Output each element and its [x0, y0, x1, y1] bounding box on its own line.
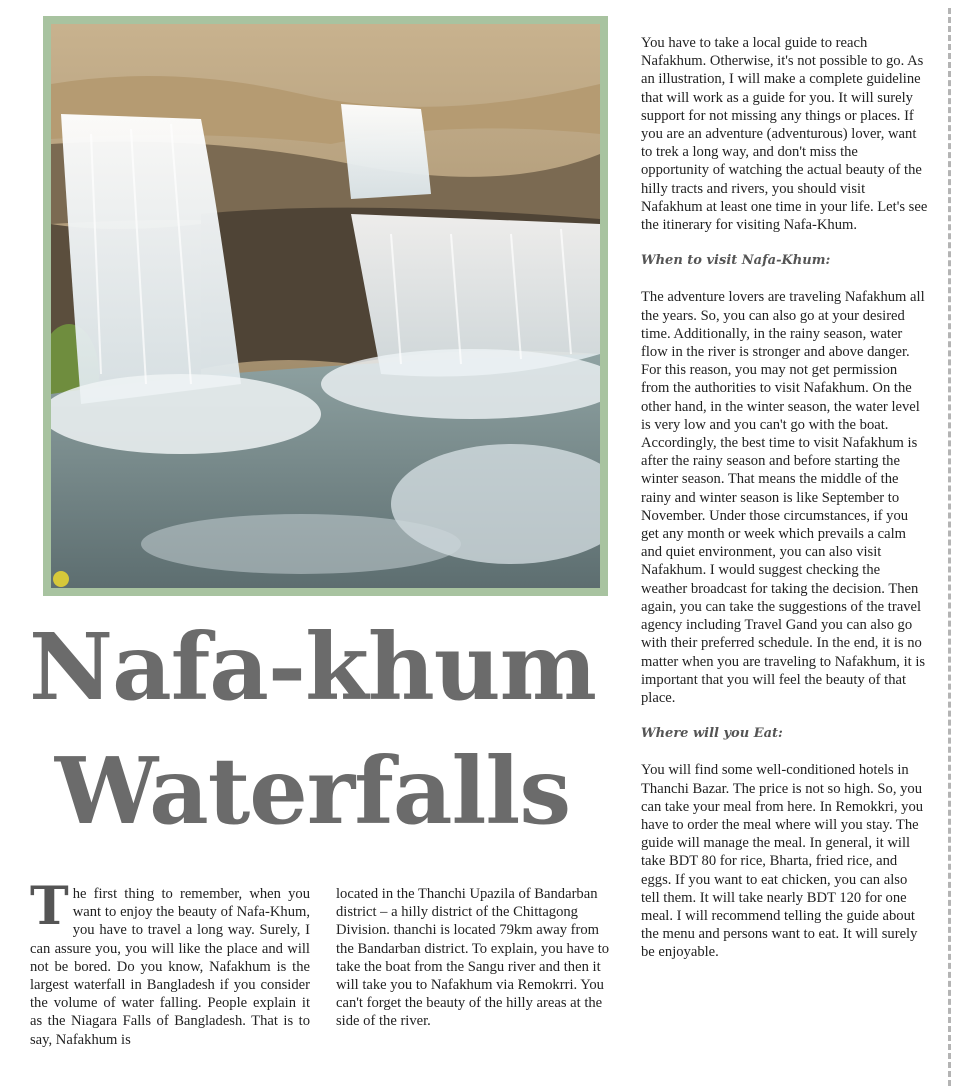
headline-line-1: Nafa-khum — [29, 613, 596, 721]
article-headline — [0, 605, 625, 853]
photo-frame — [43, 16, 608, 596]
column-divider — [948, 8, 951, 1086]
intro-continued-paragraph: located in the Thanchi Upazila of Bandarban district – a hilly district of the Chittagong Division. thanchi is located 79km away from the Bandarban district. To explain, you have to take the boat from the Sangu river and then it will take you to Nafakhum via Remokrri. You can't forget the beauty of the hilly areas at the side of the river. — [336, 886, 610, 1030]
where-to-eat-paragraph: You will find some well-conditioned hotels in Thanchi Bazar. The price is not so high. So, you can take your meal from here. In Remokkri, you have to order the meal where will you stay. The guide will manage the meal. In general, it will take BDT 80 for rice, Bharta, fried rice, and eggs. If you want to eat chicken, you can also tell them. It will take nearly BDT 120 for one meal. I will recommend telling the guide about the menu and persons want to eat. It will surely be enjoyable. — [641, 762, 924, 961]
where-to-eat-heading: Where will you Eat: — [641, 726, 783, 742]
intro-paragraph: he first thing to remember, when you want to enjoy the beauty of Nafa-Khum, you have to travel a long way. Surely, I can assure you, you will like the place and will not be bored. Do you know, Nafakhum is the largest waterfall in Bangladesh if you consider the volume of water falling. People explain it as the Niagara Falls of Bangladesh. That is to say, Nafakhum is — [30, 886, 310, 1048]
guide-paragraph: You have to take a local guide to reach Nafakhum. Otherwise, it's not possible to go. As an illustration, I will make a complete guideline that will work as a guide for you. It will surely support for not missing any things or places. If you are an adventure (adventurous) lover, want to trek a long way, and don't miss the opportunity of watching the actual beauty of the hilly tracts and rivers, you should visit Nafakhum at least one time in your life. Let's see the itinerary for visiting Nafa-Khum. — [641, 35, 928, 234]
waterfall-photo — [51, 24, 600, 588]
when-to-visit-paragraph: The adventure lovers are traveling Nafakhum all the years. So, you can also go at your desired time. Additionally, in the rainy season, water flow in the river is stronger and above danger. For this reason, you may not get permission from the authorities to visit Nafakhum. On the other hand, in the winter season, the water level is very low and you can't go with the boat. Accordingly, the best time to visit Nafakhum is after the rainy season and before starting the winter season. That means the middle of the rainy and winter season is like September to November. Under those circumstances, if you get any month or week which prevails a calm and quiet environment, you can also visit Nafakhum. I would suggest checking the weather broadcast for taking the decision. Then again, you can take the suggestions of the travel agency including Travel Gand you can also go with their preferred schedule. In the end, it is no matter when you are traveling to Nafakhum, it is important that you will feel the beauty of that place. — [641, 289, 926, 706]
intro-column-left — [30, 876, 310, 1049]
right-column — [641, 34, 929, 980]
intro-column-middle — [336, 885, 612, 1031]
drop-cap: T — [30, 876, 69, 937]
when-to-visit-heading: When to visit Nafa-Khum: — [641, 253, 831, 269]
headline-line-2: Waterfalls — [54, 737, 571, 845]
